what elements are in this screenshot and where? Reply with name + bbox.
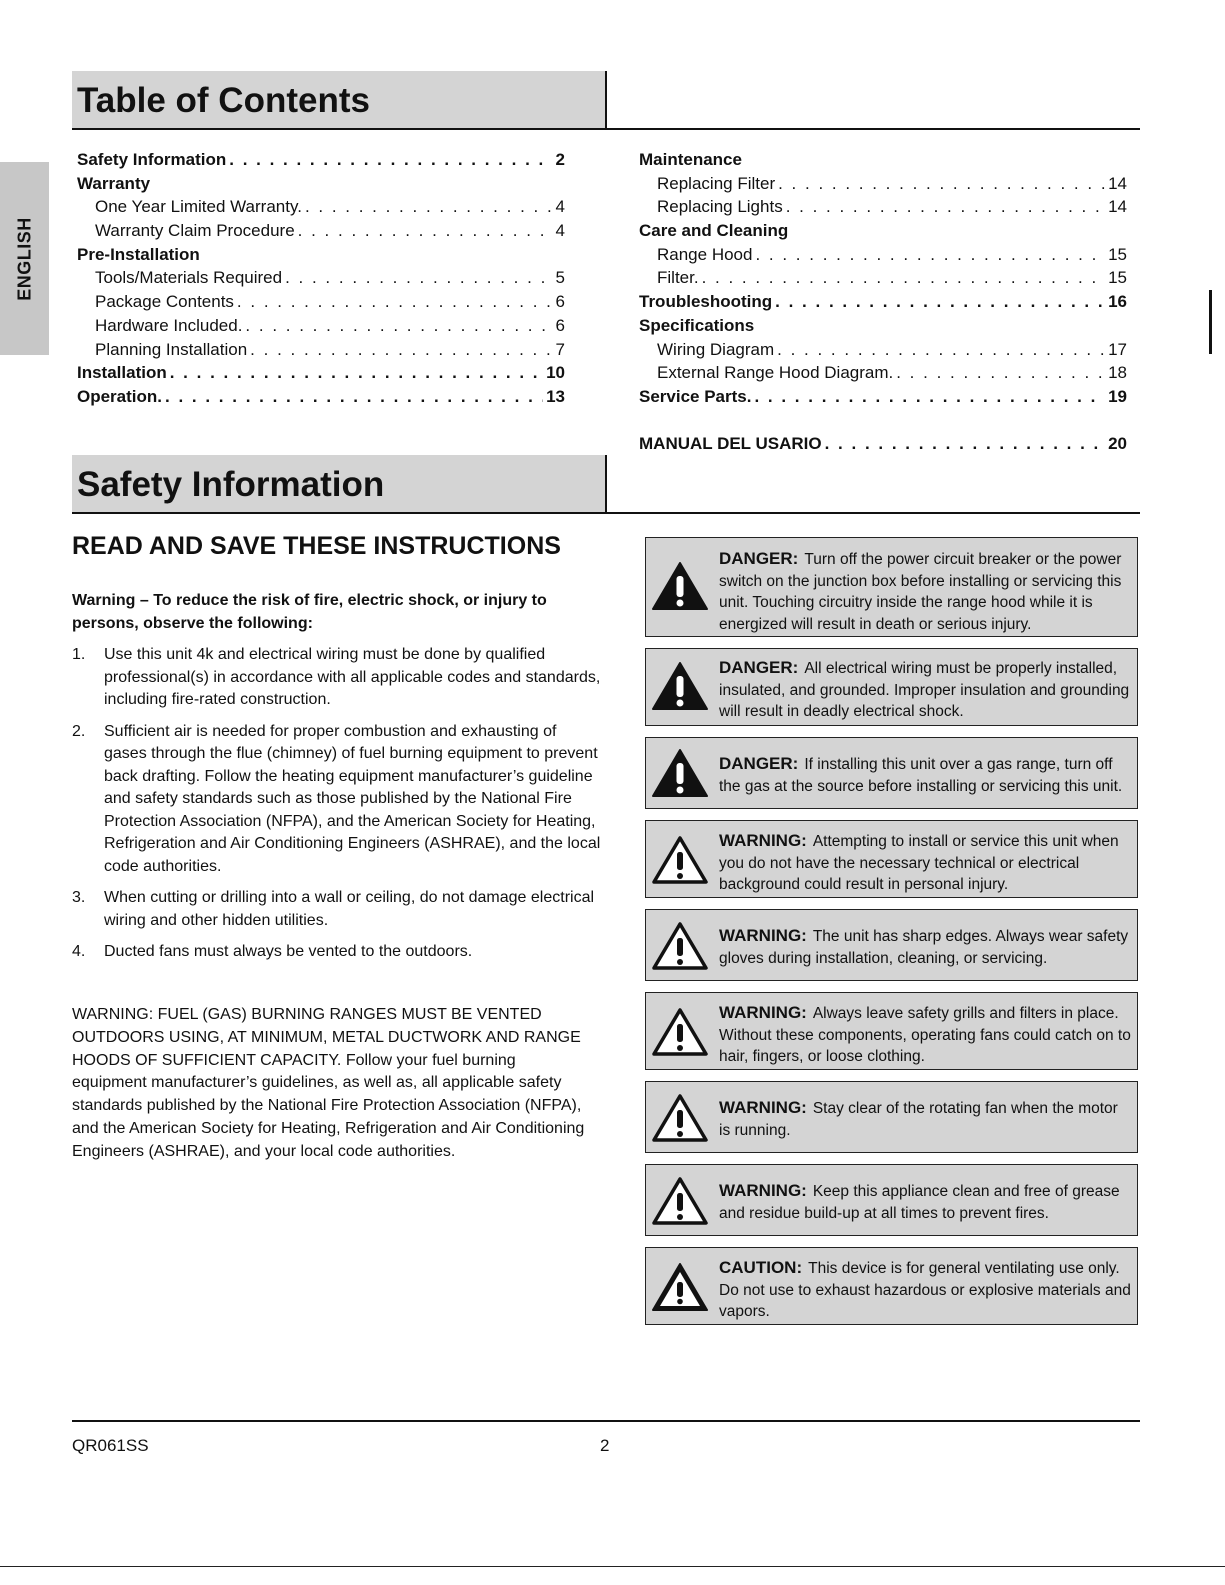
toc-leader-dots bbox=[305, 195, 553, 219]
alert-box bbox=[645, 820, 1138, 898]
list-item: 1. Use this unit 4k and electrical wiring must be done by qualified professional(s) in accordance with all applicable codes and standards, including fire-rated construction. bbox=[72, 646, 601, 708]
alert-text: Turn off the power circuit breaker or the power switch on the junction box before installing or servicing this unit. Touching circuitry inside the range hood while it is energized will result in death or serious injury. bbox=[719, 551, 1122, 633]
language-tab bbox=[0, 162, 49, 355]
toc-entry bbox=[639, 290, 1127, 314]
toc-entry bbox=[639, 314, 1127, 338]
toc-entry-label: Tools/Materials Required bbox=[95, 268, 283, 288]
toc-header bbox=[72, 71, 1140, 130]
toc-spacer bbox=[639, 409, 1127, 433]
toc-entry bbox=[639, 432, 1127, 456]
alert-box bbox=[645, 992, 1138, 1070]
toc-entry bbox=[639, 338, 1127, 362]
list-item: 3. When cutting or drilling into a wall or ceiling, do not damage electrical wiring and other hidden utilities. bbox=[72, 889, 595, 929]
fuel-warning: WARNING: FUEL (GAS) BURNING RANGES MUST BE VENTED OUTDOORS USING, AT MINIMUM, METAL DUCTWORK AND RANGE HOODS OF SUFFICIENT CAPACITY. Follow your fuel burning equipment manufacturer’s guidelines, as well as, all applicable safety standards published by the National Fire Protection Association (NFPA), and the American Society for Heating, Refrigeration and Air Conditioning Engineers (ASHRAE), and your local code authorities. bbox=[72, 1006, 585, 1160]
page-number: 2 bbox=[600, 1436, 610, 1455]
toc-entry-page: 16 bbox=[1108, 292, 1127, 312]
toc-leader-dots bbox=[778, 172, 1105, 196]
toc-entry-label: Planning Installation bbox=[95, 339, 248, 359]
toc-entry-label: Wiring Diagram bbox=[657, 339, 775, 359]
toc-entry-label: Replacing Filter bbox=[657, 173, 776, 193]
alert-text: All electrical wiring must be properly installed, insulated, and grounded. Improper insulation and grounding will result in deadly electrical shock. bbox=[719, 660, 1130, 720]
alert-keyword: CAUTION: bbox=[719, 1258, 803, 1277]
toc-entry bbox=[77, 148, 565, 172]
toc-leader-dots bbox=[896, 361, 1105, 385]
alert-box bbox=[645, 1164, 1138, 1236]
toc-leader-dots bbox=[777, 338, 1105, 362]
toc-entry-page: 2 bbox=[555, 150, 565, 169]
toc-entry-label: Filter. bbox=[657, 268, 699, 288]
toc-leader-dots bbox=[250, 338, 552, 362]
alert-keyword: DANGER: bbox=[719, 549, 799, 568]
toc-entry-label: External Range Hood Diagram. bbox=[657, 363, 894, 383]
caution-icon bbox=[651, 1262, 709, 1312]
warning-icon bbox=[651, 1093, 709, 1143]
instructions-title: READ AND SAVE THESE INSTRUCTIONS bbox=[72, 532, 561, 560]
toc-leader-dots bbox=[775, 290, 1105, 314]
toc-entry-label: Installation bbox=[77, 363, 167, 383]
toc-entry-page: 18 bbox=[1108, 363, 1127, 383]
alert-keyword: WARNING: bbox=[719, 1003, 807, 1022]
toc-entry bbox=[77, 385, 565, 409]
danger-icon bbox=[651, 561, 709, 611]
toc-entry-page: 15 bbox=[1108, 244, 1127, 264]
toc-entry bbox=[639, 266, 1127, 290]
toc-leader-dots bbox=[245, 314, 552, 338]
toc-entry-label: Hardware Included. bbox=[95, 315, 243, 335]
alert-box bbox=[645, 737, 1138, 809]
toc-entry-label: Warranty bbox=[77, 173, 151, 193]
toc-entry bbox=[77, 314, 565, 338]
toc-entry bbox=[77, 195, 565, 219]
toc-entry-page: 4 bbox=[555, 221, 565, 241]
alert-text: This device is for general ventilating use only. Do not use to exhaust hazardous or explosive materials and vapors. bbox=[719, 1260, 1131, 1320]
alert-keyword: WARNING: bbox=[719, 1098, 807, 1117]
toc-entry-page: 7 bbox=[555, 339, 565, 359]
toc-leader-dots bbox=[165, 385, 543, 409]
toc-entry-page: 15 bbox=[1108, 268, 1127, 288]
toc-entry-label: Care and Cleaning bbox=[639, 221, 789, 241]
warning-icon bbox=[651, 921, 709, 971]
alert-text: Always leave safety grills and filters in place. Without these components, operating fans could catch on to hair, fingers, or loose clothing. bbox=[719, 1005, 1131, 1065]
toc-entry-label: Specifications bbox=[639, 315, 755, 335]
toc-title: Table of Contents bbox=[77, 81, 370, 120]
alert-keyword: WARNING: bbox=[719, 926, 807, 945]
toc-entry-page: 13 bbox=[546, 386, 565, 406]
alert-text: Keep this appliance clean and free of grease and residue build-up at all times to prevent fires. bbox=[719, 1183, 1120, 1222]
toc-entry-page: 14 bbox=[1108, 197, 1127, 217]
toc-entry-label: Warranty Claim Procedure bbox=[95, 221, 295, 241]
toc-entry-page: 6 bbox=[555, 315, 565, 335]
toc-entry bbox=[77, 172, 565, 196]
toc-entry bbox=[639, 361, 1127, 385]
toc-entry-page: 14 bbox=[1108, 173, 1127, 193]
alert-box bbox=[645, 1081, 1138, 1153]
bottom-rule bbox=[0, 1566, 1225, 1567]
alert-text: If installing this unit over a gas range, turn off the gas at the source before installing or servicing this unit. bbox=[719, 756, 1123, 795]
toc-entry-page: 20 bbox=[1108, 434, 1127, 454]
toc-entry bbox=[77, 338, 565, 362]
toc-entry-label: MANUAL DEL USARIO bbox=[639, 434, 822, 454]
warning-icon bbox=[651, 835, 709, 885]
alert-box bbox=[645, 1247, 1138, 1325]
toc-entry-page: 5 bbox=[555, 268, 565, 288]
toc-leader-dots bbox=[755, 243, 1105, 267]
toc-leader-dots bbox=[702, 266, 1106, 290]
warning-intro: Warning – To reduce the risk of fire, electric shock, or injury to persons, observe the following: bbox=[72, 592, 547, 632]
toc-left-column bbox=[77, 148, 565, 409]
toc-entry-label: One Year Limited Warranty. bbox=[95, 197, 302, 217]
toc-leader-dots bbox=[229, 148, 552, 172]
toc-leader-dots bbox=[285, 266, 552, 290]
toc-entry-label: Maintenance bbox=[639, 150, 742, 169]
model-number: QR061SS bbox=[72, 1436, 149, 1455]
toc-entry-page: 4 bbox=[555, 197, 565, 217]
toc-leader-dots bbox=[298, 219, 553, 243]
toc-entry-label: Replacing Lights bbox=[657, 197, 783, 217]
safety-header bbox=[72, 455, 1140, 514]
toc-entry bbox=[639, 195, 1127, 219]
toc-leader-dots bbox=[786, 195, 1105, 219]
toc-entry-page: 19 bbox=[1108, 386, 1127, 406]
toc-entry-label: Service Parts. bbox=[639, 386, 752, 406]
edge-mark bbox=[1209, 290, 1212, 354]
alert-text: Stay clear of the rotating fan when the motor is running. bbox=[719, 1100, 1118, 1139]
toc-entry bbox=[77, 266, 565, 290]
toc-entry-label: Pre-Installation bbox=[77, 244, 200, 264]
alert-text: Attempting to install or service this unit when you do not have the necessary technical or electrical background could result in personal injury. bbox=[719, 833, 1119, 893]
toc-entry bbox=[77, 219, 565, 243]
alert-box bbox=[645, 909, 1138, 981]
toc-entry-page: 10 bbox=[546, 363, 565, 383]
toc-entry-page: 17 bbox=[1108, 339, 1127, 359]
toc-leader-dots bbox=[825, 432, 1105, 456]
toc-entry-label: Operation. bbox=[77, 386, 163, 406]
toc-entry bbox=[77, 243, 565, 267]
toc-entry-page: 6 bbox=[555, 292, 565, 312]
list-item: 4. Ducted fans must always be vented to the outdoors. bbox=[72, 943, 473, 960]
alert-box bbox=[645, 648, 1138, 726]
safety-title: Safety Information bbox=[77, 465, 385, 504]
danger-icon bbox=[651, 661, 709, 711]
alert-box bbox=[645, 537, 1138, 637]
toc-entry-label: Range Hood bbox=[657, 244, 753, 264]
toc-entry bbox=[639, 219, 1127, 243]
toc-leader-dots bbox=[170, 361, 543, 385]
toc-entry-label: Package Contents bbox=[95, 292, 234, 312]
toc-entry-label: Safety Information bbox=[77, 150, 227, 169]
toc-entry bbox=[639, 172, 1127, 196]
toc-entry bbox=[639, 385, 1127, 409]
alert-keyword: WARNING: bbox=[719, 831, 807, 850]
alert-text: The unit has sharp edges. Always wear safety gloves during installation, cleaning, or servicing. bbox=[719, 928, 1129, 967]
toc-leader-dots bbox=[754, 385, 1105, 409]
alert-keyword: DANGER: bbox=[719, 658, 799, 677]
danger-icon bbox=[651, 748, 709, 798]
footer-rule bbox=[72, 1420, 1140, 1422]
alert-keyword: DANGER: bbox=[719, 754, 799, 773]
warning-icon bbox=[651, 1176, 709, 1226]
toc-entry bbox=[639, 148, 1127, 172]
safety-header-box bbox=[72, 455, 607, 512]
alert-keyword: WARNING: bbox=[719, 1181, 807, 1200]
toc-leader-dots bbox=[237, 290, 553, 314]
instruction-list bbox=[72, 644, 602, 973]
toc-entry bbox=[77, 361, 565, 385]
toc-right-column bbox=[639, 148, 1127, 456]
warning-icon bbox=[651, 1007, 709, 1057]
toc-entry bbox=[639, 243, 1127, 267]
toc-entry-label: Troubleshooting bbox=[639, 292, 773, 312]
list-item: 2. Sufficient air is needed for proper combustion and exhausting of gases through the flue (chimney) of fuel burning equipment to prevent back drafting. Follow the heating equipment manufacturer’s guideline and safety standards such as those published by the National Fire Protection Association (NFPA), and the American Society for Heating, Refrigeration and Air Conditioning Engineers (ASHRAE), and the local code authorities. bbox=[72, 722, 601, 875]
language-tab-label: ENGLISH bbox=[14, 216, 34, 301]
toc-entry bbox=[77, 290, 565, 314]
toc-header-box bbox=[72, 71, 607, 128]
